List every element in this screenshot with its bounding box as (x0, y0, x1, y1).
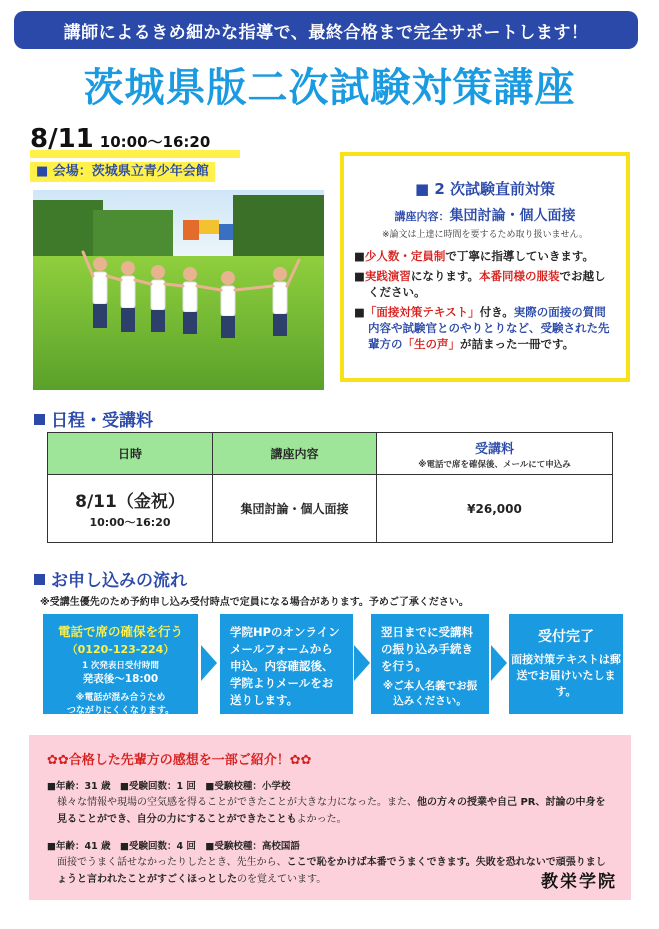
banner-text: 講師によるきめ細かな指導で、最終合格まで完全サポートします！ (63, 22, 589, 43)
step2-text: 学院HPのオンラインメールフォームから申込。内容確認後、学院よりメールをお送りします。 (230, 625, 340, 707)
course-content-value: 集団討論・個人面接 (449, 208, 576, 224)
feature-text: で丁寧に指導していきます。 (445, 249, 594, 263)
testimonial-text-part: のを覚えています。 (237, 874, 327, 885)
course-content-line (354, 205, 616, 225)
table-header-row (48, 433, 613, 475)
header-price-note: ※電話で席を確保後、メールにて申込み (418, 459, 571, 470)
square-bullet-icon: ■ (354, 269, 365, 283)
feature-text: 少人数・定員制 (364, 249, 446, 263)
feature-text: 付き。 (479, 305, 514, 319)
step3-note: ※ご本人名義でお振込みください。 (382, 680, 478, 707)
feature-text: が詰まった一冊です。 (460, 337, 575, 351)
testimonials-title: ✿✿合格した先輩方の感想を一部ご紹介！✿✿ (47, 753, 312, 768)
flow-heading-text: お申し込みの流れ (51, 571, 187, 591)
event-time: 10:00〜16:20 (99, 133, 211, 151)
testimonial-text-part: ここで恥をかけば本番でうまくできます。失敗を恐れないで頑張りましょうと言われたことがすごくほっとした (57, 857, 606, 885)
step1-warning-line1: ※電話が混み合うため (75, 693, 166, 703)
testimonial-text-part: 他の方々の授業や自己 PR、討論の中身を見ることができ、自分の力にすることができたことも (57, 797, 606, 825)
step1-title: 電話で席の確保を行う (57, 624, 183, 639)
square-bullet-icon (34, 414, 45, 425)
square-bullet-icon: ■ (354, 305, 365, 319)
flow-step-2 (220, 614, 353, 714)
course-info-title: ■ 2 次試験直前対策 (414, 180, 556, 198)
testimonial-text-part: 面接でうまく話せなかったりしたとき、先生から、 (57, 857, 287, 868)
feature-text: 実践演習 (364, 269, 411, 283)
testimonial-meta: ■年齢：31 歳 ■受験回数：1 回 ■受験校種：小学校 (47, 781, 291, 792)
feature-text: 「生の声」 (402, 337, 460, 351)
square-bullet-icon: ■ (354, 249, 365, 263)
flow-note: ※受講生優先のため予約申し込み受付時点で定員になる場合があります。予めご了承ください。 (40, 597, 469, 608)
list-item (354, 304, 616, 352)
step4-title: 受付完了 (538, 629, 594, 645)
schedule-heading (34, 406, 153, 431)
testimonials-box (29, 735, 631, 900)
step1-hours: 発表後〜18:00 (82, 673, 159, 685)
flow-step-1 (43, 614, 198, 714)
list-item (354, 248, 616, 264)
cell-content: 集団討論・個人面接 (213, 475, 377, 543)
course-content-label: 講座内容： (394, 210, 450, 223)
row-date: 8/11（金祝） (75, 492, 185, 512)
step4-text: 面接対策テキストは郵送でお届けいたします。 (511, 653, 621, 698)
schedule-table (47, 432, 613, 543)
table-row (48, 475, 613, 543)
course-info-box (340, 152, 630, 382)
course-feature-list (354, 248, 616, 352)
square-bullet-icon (34, 574, 45, 585)
testimonials-list (47, 778, 613, 888)
header-date: 日時 (48, 433, 213, 475)
step1-warning-line2: つながりにくくなります。 (66, 706, 175, 716)
header-price (377, 433, 613, 475)
flow-heading (34, 566, 187, 591)
page-title: 茨城県版二次試験対策講座 (83, 65, 576, 111)
photo-illustration (33, 190, 324, 390)
arrow-right-icon (201, 645, 217, 681)
testimonial-meta: ■年齢：41 歳 ■受験回数：4 回 ■受験校種：高校国語 (47, 841, 300, 852)
feature-text: 「面接対策テキスト」 (364, 305, 480, 319)
event-datetime (30, 124, 210, 154)
flow-step-4 (509, 614, 623, 714)
course-note: ※論文は上達に時間を要するため取り扱いません。 (381, 230, 589, 240)
header-price-label: 受講料 (474, 441, 514, 457)
step3-text: 翌日までに受講料の振り込み手続きを行う。 (381, 625, 473, 673)
schedule-heading-text: 日程・受講料 (51, 411, 153, 431)
event-venue: ■ 会場：茨城県立青少年会館 (30, 162, 215, 182)
cell-price: ¥26,000 (377, 475, 613, 543)
feature-text: 本番同様の服装 (478, 269, 560, 283)
list-item (354, 268, 616, 300)
step1-warning (43, 692, 198, 718)
cell-date (48, 475, 213, 543)
arrow-right-icon (354, 645, 370, 681)
testimonial-text-part: 様々な情報や現場の空気感を得ることができたことが大きな力になった。また、 (57, 797, 417, 808)
feature-text: 実際の面接の質問内容や試験官とのやりとりなど、受験された先輩方の (368, 305, 610, 351)
step1-hours-label: 1 次発表日受付時間 (82, 661, 159, 671)
flow-step-3 (371, 614, 489, 714)
testimonial-text (47, 854, 613, 888)
top-banner (14, 11, 638, 49)
arrow-right-icon (491, 645, 507, 681)
feature-text: でお越しください。 (368, 269, 606, 299)
feature-text: になります。 (410, 269, 479, 283)
testimonial-text-part: よかった。 (296, 814, 347, 825)
header-content: 講座内容 (213, 433, 377, 475)
testimonial-text (47, 794, 613, 828)
event-date: 8/11 (30, 124, 94, 154)
row-time: 10:00〜16:20 (89, 516, 171, 529)
step1-phone: （0120-123-224） (66, 643, 175, 656)
school-logo: 教栄学院 (541, 872, 617, 892)
children-jumping-photo (33, 190, 324, 390)
